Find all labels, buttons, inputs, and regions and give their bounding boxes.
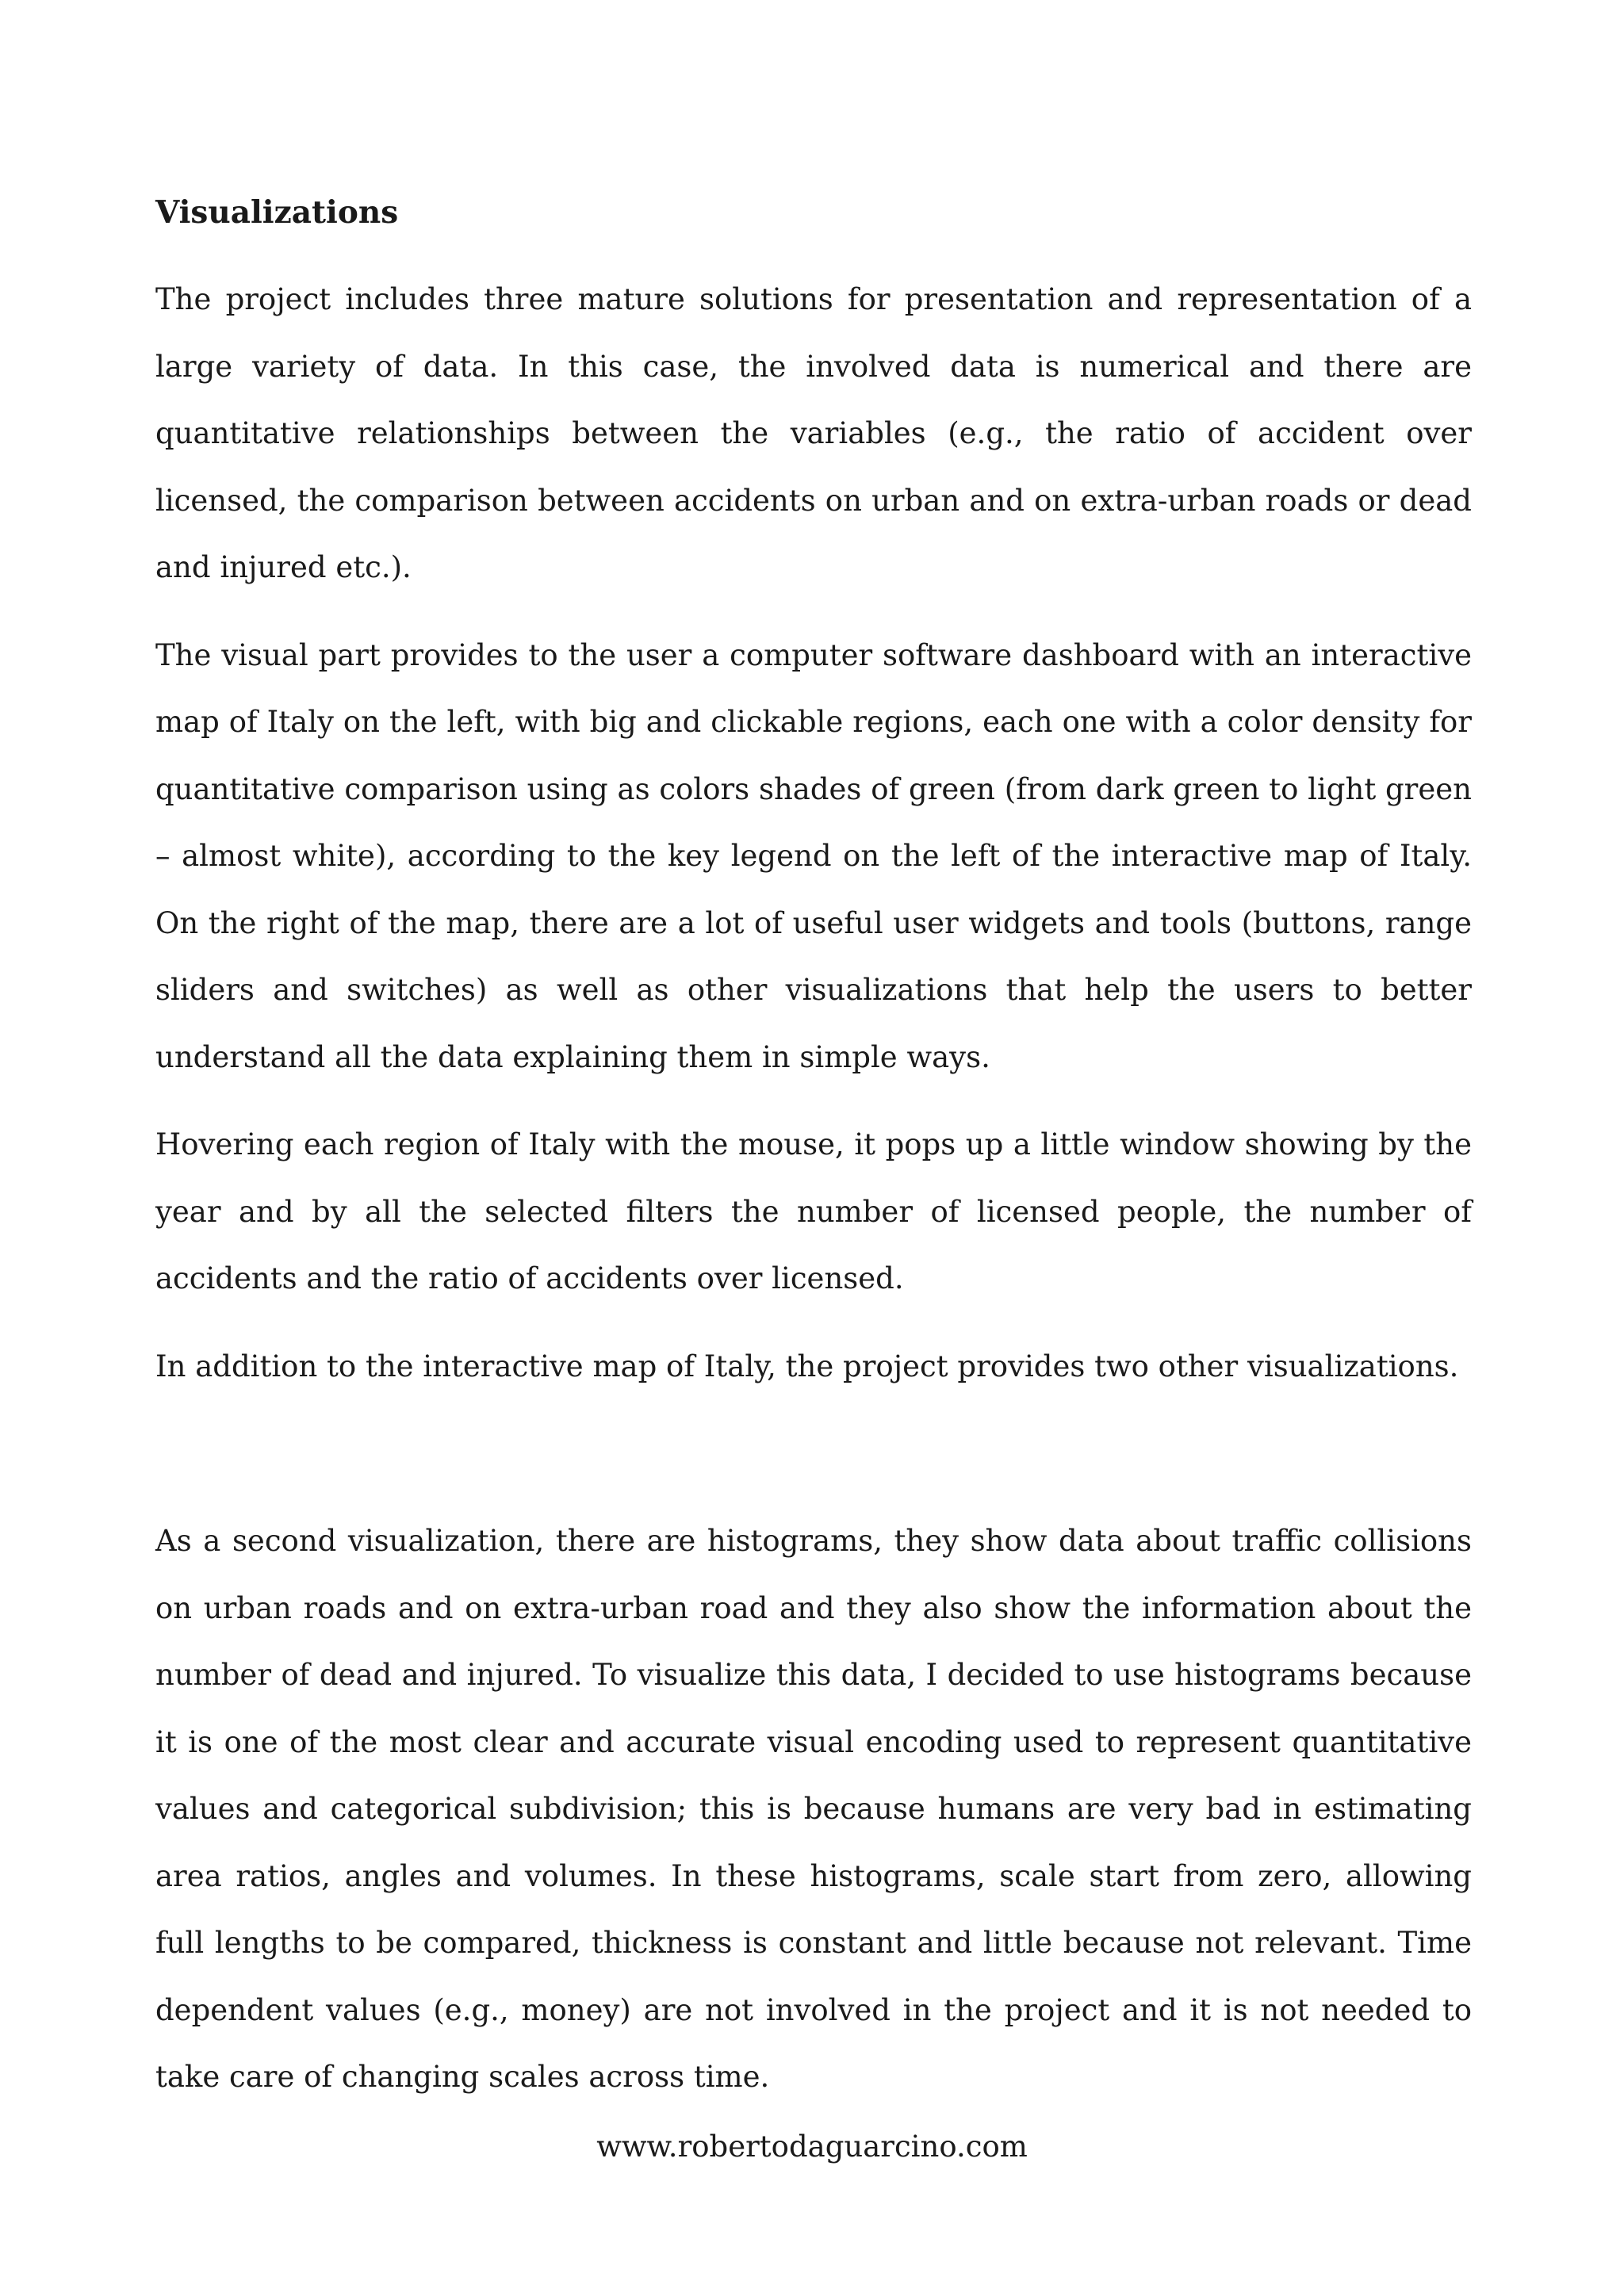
footer-url: www.robertodaguarcino.com	[596, 2130, 1028, 2164]
paragraph-visual-part: The visual part provides to the user a computer software dashboard with an interactive map of Italy on the left, with big and clickable regions, each one with a color density for quantitative comparison using as colors shades of green (from dark green to light green – almost white), according to the key legend on the left of the interactive map of Italy. On the right of the map, there are a lot of useful user widgets and tools (buttons, range sliders and switches) as well as other visualizations that help the users to better understand all the data explaining them in simple ways.	[155, 637, 1472, 1074]
paragraph-hovering: Hovering each region of Italy with the mouse, it pops up a little window showing by the year and by all the selected filters the number of licensed people, the number of accidents and the ratio of accidents over licensed.	[155, 1127, 1472, 1295]
paragraph-intro: The project includes three mature solutions for presentation and representation of a large variety of data. In this case, the involved data is numerical and there are quantitative relationships between the variables (e.g., the ratio of accident over licensed, the comparison between accidents on urban and on extra-urban roads or dead and injured etc.).	[155, 282, 1472, 584]
section-heading: Visualizations	[155, 194, 399, 231]
document-body	[155, 190, 1472, 2132]
section-spacer	[155, 1421, 1472, 1508]
paragraph-histograms: As a second visualization, there are histograms, they show data about traffic collisions on urban roads and on extra-urban road and they also show the information about the number of dead and injured. To visualize this data, I decided to use histograms because it is one of the most clear and accurate visual encoding used to represent quantitative values and categorical subdivision; this is because humans are very bad in estimating area ratios, angles and volumes. In these histograms, scale start from zero, allowing full lengths to be compared, thickness is constant and little because not relevant. Time dependent values (e.g., money) are not involved in the project and it is not needed to take care of changing scales across time.	[155, 1524, 1472, 2094]
paragraph-addition: In addition to the interactive map of Italy, the project provides two other visualizations.	[155, 1349, 1459, 1383]
